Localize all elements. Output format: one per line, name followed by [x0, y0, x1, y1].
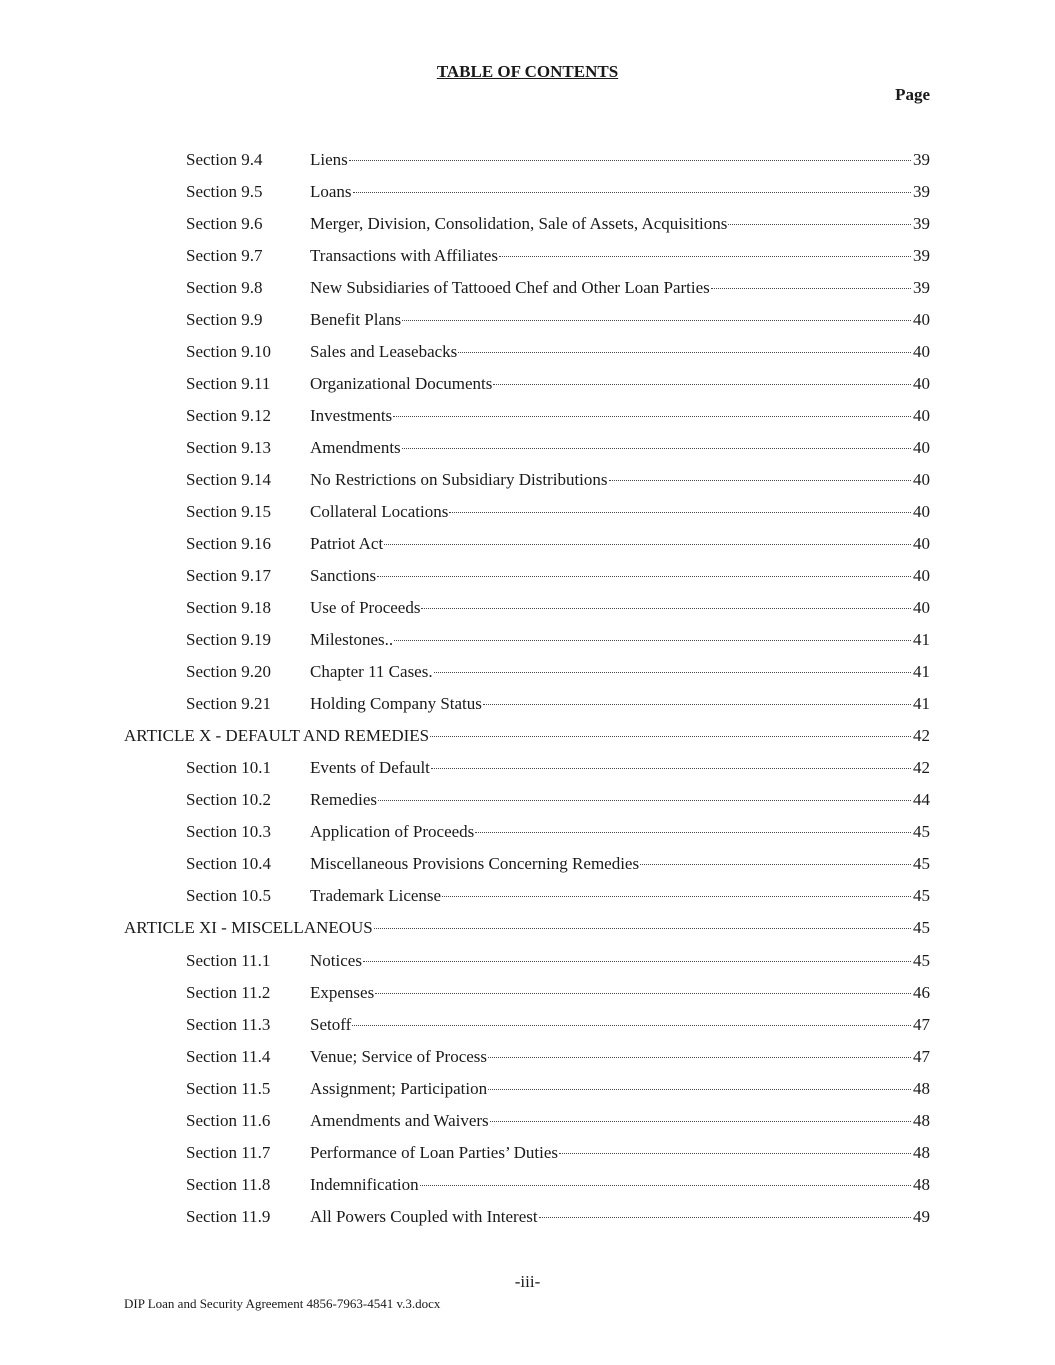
section-title-wrap [310, 436, 912, 460]
section-title: New Subsidiaries of Tattooed Chef and Other Loan Parties [310, 278, 710, 297]
section-title-wrap [310, 180, 912, 204]
dot-leader [493, 384, 911, 385]
dot-leader [499, 256, 911, 257]
page-number: 40 [913, 406, 930, 425]
dot-leader [420, 1185, 911, 1186]
dot-leader [421, 608, 911, 609]
toc-section-row[interactable] [0, 180, 1055, 204]
section-title: Chapter 11 Cases. [310, 662, 433, 681]
toc-section-row[interactable] [0, 212, 1055, 236]
page-number: 41 [913, 662, 930, 681]
page-column-header: Page [895, 85, 930, 104]
section-number: Section 9.17 [186, 566, 271, 585]
section-title: Miscellaneous Provisions Concerning Remedies [310, 854, 640, 873]
section-title-wrap [310, 596, 912, 620]
section-title-wrap [310, 468, 912, 492]
page-number: 40 [913, 342, 930, 361]
article-title-wrap [124, 724, 912, 748]
section-title-wrap [310, 212, 912, 236]
toc-section-row[interactable] [0, 852, 1055, 876]
section-number: Section 9.15 [186, 502, 271, 521]
section-number: Section 11.9 [186, 1207, 271, 1226]
toc-section-row[interactable] [0, 244, 1055, 268]
page-number: 47 [913, 1015, 930, 1034]
section-number: Section 10.3 [186, 822, 271, 841]
dot-leader [402, 448, 911, 449]
section-title: Amendments [310, 438, 401, 457]
page-number: 48 [913, 1079, 930, 1098]
section-number: Section 9.18 [186, 598, 271, 617]
section-title-wrap [310, 372, 912, 396]
dot-leader [559, 1153, 911, 1154]
toc-section-row[interactable] [0, 628, 1055, 652]
section-number: Section 9.14 [186, 470, 271, 489]
section-number: Section 9.12 [186, 406, 271, 425]
section-title: Liens [310, 150, 348, 169]
section-number: Section 9.21 [186, 694, 271, 713]
dot-leader [431, 768, 911, 769]
page-number: 39 [913, 214, 930, 233]
toc-article-row[interactable] [0, 724, 1055, 748]
section-title-wrap [310, 1205, 912, 1229]
section-title-wrap [310, 820, 912, 844]
section-number: Section 9.11 [186, 374, 271, 393]
section-title: Events of Default [310, 758, 430, 777]
dot-leader [384, 544, 911, 545]
section-number: Section 10.1 [186, 758, 271, 777]
dot-leader [377, 576, 911, 577]
dot-leader [488, 1057, 911, 1058]
section-title: Setoff [310, 1015, 352, 1034]
toc-section-row[interactable] [0, 788, 1055, 812]
section-number: Section 9.16 [186, 534, 271, 553]
toc-section-row[interactable] [0, 1013, 1055, 1037]
section-title-wrap [310, 340, 912, 364]
toc-section-row[interactable] [0, 1141, 1055, 1165]
dot-leader [488, 1089, 911, 1090]
section-title: Indemnification [310, 1175, 419, 1194]
section-number: Section 9.20 [186, 662, 271, 681]
dot-leader [449, 512, 911, 513]
toc-section-row[interactable] [0, 564, 1055, 588]
section-title: Benefit Plans [310, 310, 402, 329]
section-title: Holding Company Status [310, 694, 482, 713]
page-number: 46 [913, 983, 930, 1002]
toc-section-row[interactable] [0, 1045, 1055, 1069]
section-title: Remedies [310, 790, 378, 809]
section-title: Venue; Service of Process [310, 1047, 488, 1066]
page-number: 40 [913, 470, 930, 489]
section-title-wrap [310, 852, 912, 876]
section-title: Merger, Division, Consolidation, Sale of Assets, Acquisitions [310, 214, 728, 233]
page-number: 40 [913, 374, 930, 393]
section-title: Patriot Act [310, 534, 384, 553]
dot-leader [475, 832, 911, 833]
section-number: Section 9.10 [186, 342, 271, 361]
section-title: Milestones.. [310, 630, 394, 649]
section-number: Section 9.7 [186, 246, 263, 265]
toc-section-row[interactable] [0, 468, 1055, 492]
section-title: All Powers Coupled with Interest [310, 1207, 538, 1226]
page-number: 41 [913, 630, 930, 649]
section-title: Sanctions [310, 566, 377, 585]
section-number: Section 10.5 [186, 886, 271, 905]
section-number: Section 10.2 [186, 790, 271, 809]
page-number: 45 [913, 822, 930, 841]
dot-leader [539, 1217, 911, 1218]
section-title-wrap [310, 1141, 912, 1165]
section-title-wrap [310, 1077, 912, 1101]
section-title: Trademark License [310, 886, 442, 905]
dot-leader [374, 928, 911, 929]
section-title: Investments [310, 406, 393, 425]
toc-section-row[interactable] [0, 500, 1055, 524]
section-title-wrap [310, 756, 912, 780]
toc-section-row[interactable] [0, 340, 1055, 364]
section-title-wrap [310, 1173, 912, 1197]
dot-leader [483, 704, 911, 705]
toc-section-row[interactable] [0, 308, 1055, 332]
page-number: 44 [913, 790, 930, 809]
toc-section-row[interactable] [0, 532, 1055, 556]
dot-leader [378, 800, 911, 801]
section-number: Section 9.19 [186, 630, 271, 649]
page-number: 45 [913, 918, 930, 937]
toc-section-row[interactable] [0, 404, 1055, 428]
section-title: Loans [310, 182, 352, 201]
section-title-wrap [310, 404, 912, 428]
page-number: 40 [913, 566, 930, 585]
footer-document-id: DIP Loan and Security Agreement 4856-7963-4541 v.3.docx [124, 1296, 441, 1311]
section-number: Section 11.6 [186, 1111, 271, 1130]
dot-leader [458, 352, 911, 353]
section-title-wrap [310, 628, 912, 652]
section-number: Section 9.5 [186, 182, 263, 201]
section-number: Section 11.7 [186, 1143, 271, 1162]
section-title: Amendments and Waivers [310, 1111, 489, 1130]
toc-section-row[interactable] [0, 820, 1055, 844]
section-number: Section 10.4 [186, 854, 271, 873]
dot-leader [394, 640, 911, 641]
section-title-wrap [310, 308, 912, 332]
section-title: Expenses [310, 983, 375, 1002]
section-number: Section 11.8 [186, 1175, 271, 1194]
dot-leader [442, 896, 911, 897]
section-title: Organizational Documents [310, 374, 493, 393]
footer-page-number: -iii- [514, 1272, 541, 1291]
dot-leader [352, 1025, 911, 1026]
toc-section-row[interactable] [0, 1205, 1055, 1229]
page-number: 42 [913, 726, 930, 745]
toc-section-row[interactable] [0, 756, 1055, 780]
page-number: 48 [913, 1111, 930, 1130]
dot-leader [353, 192, 911, 193]
toc-article-row[interactable] [0, 916, 1055, 940]
section-title-wrap [310, 148, 912, 172]
section-title: Use of Proceeds [310, 598, 421, 617]
section-number: Section 9.9 [186, 310, 263, 329]
page-number: 45 [913, 951, 930, 970]
toc-section-row[interactable] [0, 372, 1055, 396]
section-title-wrap [310, 564, 912, 588]
section-title: Notices [310, 951, 362, 970]
page-number: 40 [913, 598, 930, 617]
section-title-wrap [310, 884, 912, 908]
dot-leader [430, 736, 911, 737]
section-title-wrap [310, 500, 912, 524]
dot-leader [490, 1121, 911, 1122]
toc-section-row[interactable] [0, 1109, 1055, 1133]
dot-leader [349, 160, 911, 161]
dot-leader [640, 864, 911, 865]
section-title-wrap [310, 981, 912, 1005]
page-number: 42 [913, 758, 930, 777]
section-title: Collateral Locations [310, 502, 449, 521]
section-title-wrap [310, 660, 912, 684]
section-title-wrap [310, 949, 912, 973]
section-number: Section 9.13 [186, 438, 271, 457]
toc-section-row[interactable] [0, 1173, 1055, 1197]
page-number: 49 [913, 1207, 930, 1226]
dot-leader [393, 416, 911, 417]
toc-section-row[interactable] [0, 1077, 1055, 1101]
toc-section-row[interactable] [0, 276, 1055, 300]
dot-leader [728, 224, 911, 225]
section-number: Section 11.5 [186, 1079, 271, 1098]
section-title: Performance of Loan Parties’ Duties [310, 1143, 558, 1162]
page-number: 39 [913, 246, 930, 265]
toc-section-row[interactable] [0, 949, 1055, 973]
article-title: ARTICLE X - DEFAULT AND REMEDIES [124, 726, 430, 745]
section-title-wrap [310, 788, 912, 812]
section-title-wrap [310, 1045, 912, 1069]
section-title: No Restrictions on Subsidiary Distributions [310, 470, 608, 489]
dot-leader [402, 320, 911, 321]
section-title-wrap [310, 244, 912, 268]
page-number: 39 [913, 278, 930, 297]
dot-leader [434, 672, 911, 673]
dot-leader [711, 288, 911, 289]
toc-section-row[interactable] [0, 596, 1055, 620]
page-number: 45 [913, 854, 930, 873]
section-title-wrap [310, 532, 912, 556]
page-number: 39 [913, 182, 930, 201]
section-title: Application of Proceeds [310, 822, 475, 841]
section-title: Sales and Leasebacks [310, 342, 458, 361]
section-number: Section 11.1 [186, 951, 271, 970]
section-title: Transactions with Affiliates [310, 246, 498, 265]
dot-leader [363, 961, 911, 962]
page-number: 40 [913, 438, 930, 457]
toc-title: TABLE OF CONTENTS [436, 62, 619, 81]
page-number: 48 [913, 1143, 930, 1162]
section-number: Section 11.4 [186, 1047, 271, 1066]
section-number: Section 9.6 [186, 214, 263, 233]
page-number: 40 [913, 534, 930, 553]
toc-section-row[interactable] [0, 436, 1055, 460]
toc-section-row[interactable] [0, 981, 1055, 1005]
page-number: 48 [913, 1175, 930, 1194]
dot-leader [375, 993, 911, 994]
page-number: 40 [913, 502, 930, 521]
section-title-wrap [310, 692, 912, 716]
toc-section-row[interactable] [0, 660, 1055, 684]
toc-section-row[interactable] [0, 148, 1055, 172]
toc-section-row[interactable] [0, 884, 1055, 908]
section-number: Section 11.2 [186, 983, 271, 1002]
page-number: 40 [913, 310, 930, 329]
article-title: ARTICLE XI - MISCELLANEOUS [124, 918, 373, 937]
toc-section-row[interactable] [0, 692, 1055, 716]
page-number: 39 [913, 150, 930, 169]
page-number: 41 [913, 694, 930, 713]
section-title: Assignment; Participation [310, 1079, 488, 1098]
dot-leader [609, 480, 912, 481]
section-title-wrap [310, 276, 912, 300]
article-title-wrap [124, 916, 912, 940]
page-number: 47 [913, 1047, 930, 1066]
page-number: 45 [913, 886, 930, 905]
section-number: Section 11.3 [186, 1015, 271, 1034]
section-title-wrap [310, 1013, 912, 1037]
section-number: Section 9.4 [186, 150, 263, 169]
section-title-wrap [310, 1109, 912, 1133]
section-number: Section 9.8 [186, 278, 263, 297]
